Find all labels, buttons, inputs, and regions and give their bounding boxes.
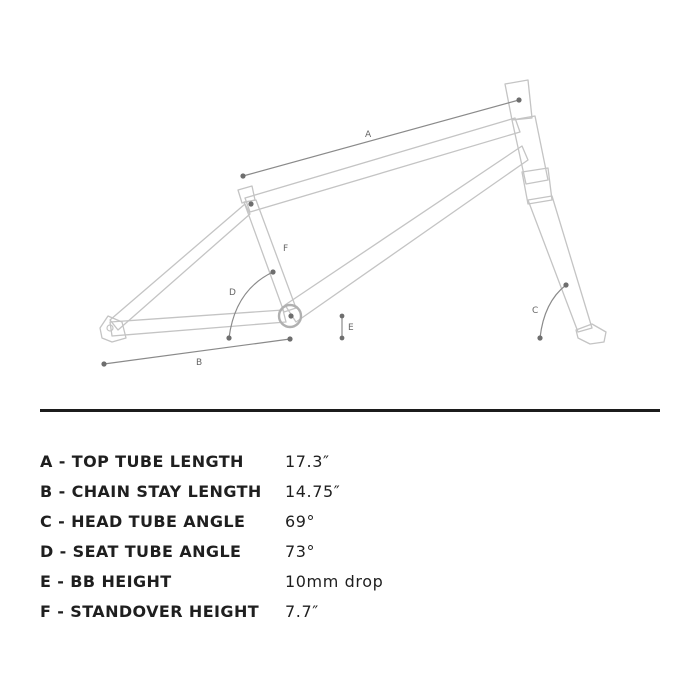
- spec-row-seat-tube-angle: [40, 540, 660, 570]
- dimension-a: [240, 97, 521, 178]
- dimension-d: [226, 269, 275, 340]
- spec-row-head-tube-angle: [40, 510, 660, 540]
- dimension-f-label: F: [283, 244, 289, 254]
- dimension-b: [101, 336, 292, 368]
- dimension-d-start-dot: [270, 269, 275, 274]
- spec-value: 69°: [285, 512, 316, 531]
- spec-row-chain-stay-length: [40, 480, 660, 510]
- spec-value: 73°: [285, 542, 316, 561]
- spec-value: 7.7″: [285, 602, 319, 621]
- dimension-e-label: E: [348, 323, 354, 333]
- spec-value: 14.75″: [285, 482, 341, 501]
- spec-row-standover-height: [40, 600, 660, 630]
- dimension-b-start-dot: [101, 361, 106, 366]
- dimension-a-start-dot: [240, 173, 245, 178]
- geometry-spec-table: [40, 450, 660, 630]
- dimension-e-top-dot: [340, 314, 345, 319]
- top-tube: [245, 118, 520, 212]
- divider: [40, 409, 660, 412]
- dimension-a-label: A: [365, 130, 372, 140]
- dimension-a-line: [243, 100, 519, 176]
- dimension-d-label: D: [229, 288, 236, 298]
- seat-tube: [244, 200, 296, 312]
- dimension-c-label: C: [532, 306, 539, 316]
- dimension-f-top-dot: [248, 201, 253, 206]
- dimension-a-end-dot: [516, 97, 521, 102]
- dimension-c-end-dot: [537, 335, 542, 340]
- spec-label: E - BB HEIGHT: [40, 572, 172, 591]
- spec-row-top-tube-length: [40, 450, 660, 480]
- dimension-b-label: B: [196, 358, 203, 368]
- down-tube: [285, 146, 528, 322]
- dimension-e: [340, 314, 354, 341]
- bike-frame: [100, 80, 606, 344]
- spec-label: D - SEAT TUBE ANGLE: [40, 542, 242, 561]
- dimension-f-bottom-dot: [288, 313, 293, 318]
- spec-row-bb-height: [40, 570, 660, 600]
- spec-label: F - STANDOVER HEIGHT: [40, 602, 260, 621]
- spec-value: 17.3″: [285, 452, 330, 471]
- front-dropout: [576, 324, 606, 344]
- dimension-d-arc: [229, 272, 273, 338]
- spec-label: A - TOP TUBE LENGTH: [40, 452, 244, 471]
- dimension-c-arc: [540, 285, 566, 338]
- spec-value: 10mm drop: [285, 572, 384, 591]
- dimension-d-end-dot: [226, 335, 231, 340]
- dimension-e-bottom-dot: [340, 336, 345, 341]
- dimension-c-start-dot: [563, 282, 568, 287]
- dimension-b-end-dot: [287, 336, 292, 341]
- seat-stay: [110, 204, 250, 330]
- dimension-f: [248, 201, 293, 318]
- spec-label: B - CHAIN STAY LENGTH: [40, 482, 262, 501]
- spec-label: C - HEAD TUBE ANGLE: [40, 512, 246, 531]
